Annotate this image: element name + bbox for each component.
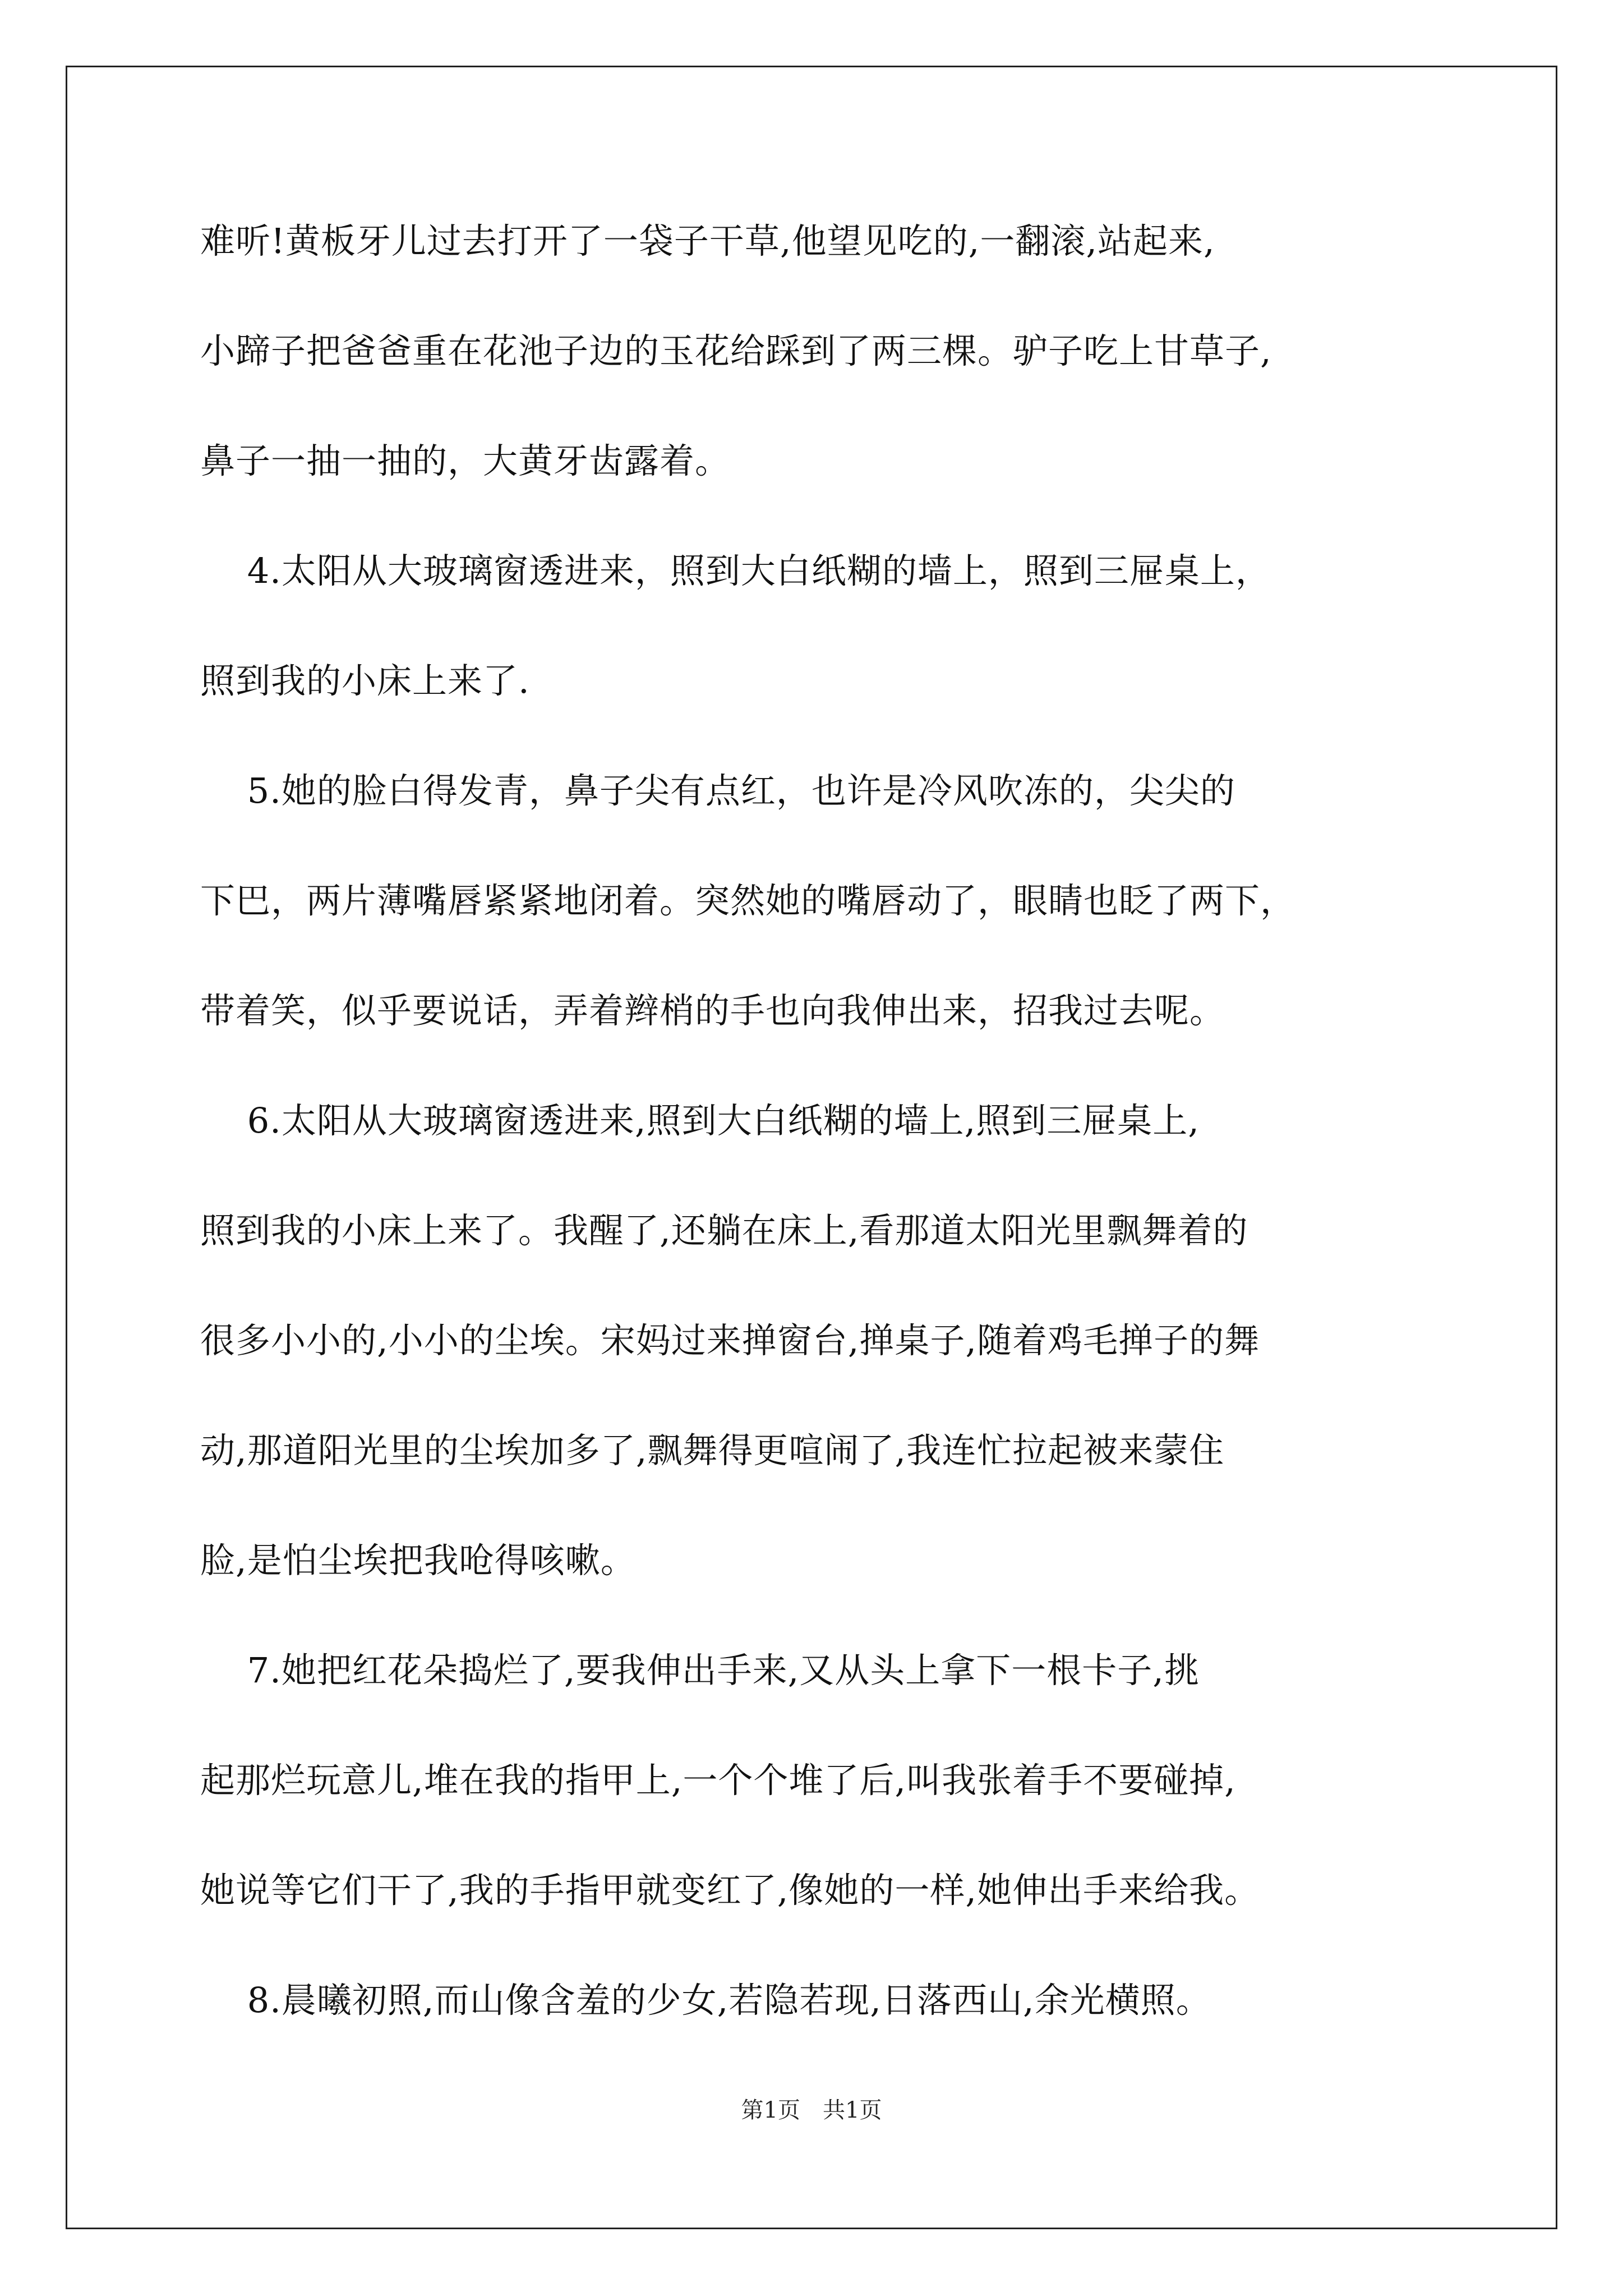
text-line: 4.太阳从大玻璃窗透进来，照到大白纸糊的墙上，照到三屉桌上， [200,550,1271,591]
text-line: 难听!黄板牙儿过去打开了一袋子干草,他望见吃的,一翻滚,站起来, [200,220,1215,261]
text-line: 起那烂玩意儿,堆在我的指甲上,一个个堆了后,叫我张着手不要碰掉, [200,1760,1236,1801]
page-footer: 第1页 共1页 [741,2097,882,2123]
text-line: 很多小小的,小小的尘埃。宋妈过来掸窗台,掸桌子,随着鸡毛掸子的舞 [200,1320,1260,1361]
text-line: 下巴，两片薄嘴唇紧紧地闭着。突然她的嘴唇动了，眼睛也眨了两下， [200,880,1296,921]
text-line: 7.她把红花朵捣烂了,要我伸出手来,又从头上拿下一根卡子,挑 [200,1650,1200,1691]
text-line: 5.她的脸白得发青，鼻子尖有点红，也许是冷风吹冻的，尖尖的 [200,770,1235,811]
text-line: 6.太阳从大玻璃窗透进来,照到大白纸糊的墙上,照到三屉桌上, [200,1100,1200,1141]
text-line: 动,那道阳光里的尘埃加多了,飘舞得更喧闹了,我连忙拉起被来蒙住 [200,1430,1225,1471]
text-line: 照到我的小床上来了。我醒了,还躺在床上,看那道太阳光里飘舞着的 [200,1210,1248,1251]
text-line: 脸,是怕尘埃把我呛得咳嗽。 [200,1540,636,1581]
text-line: 她说等它们干了,我的手指甲就变红了,像她的一样,她伸出手来给我。 [200,1870,1260,1911]
text-line: 8.晨曦初照,而山像含羞的少女,若隐若现,日落西山,余光横照。 [200,1980,1211,2021]
text-line: 带着笑，似乎要说话，弄着辫梢的手也向我伸出来，招我过去呢。 [200,990,1225,1031]
document-body [200,213,1473,2082]
text-line: 小蹄子把爸爸重在花池子边的玉花给踩到了两三棵。驴子吃上甘草子, [200,330,1272,371]
text-line: 照到我的小床上来了. [200,660,530,701]
text-line: 鼻子一抽一抽的，大黄牙齿露着。 [200,440,731,481]
